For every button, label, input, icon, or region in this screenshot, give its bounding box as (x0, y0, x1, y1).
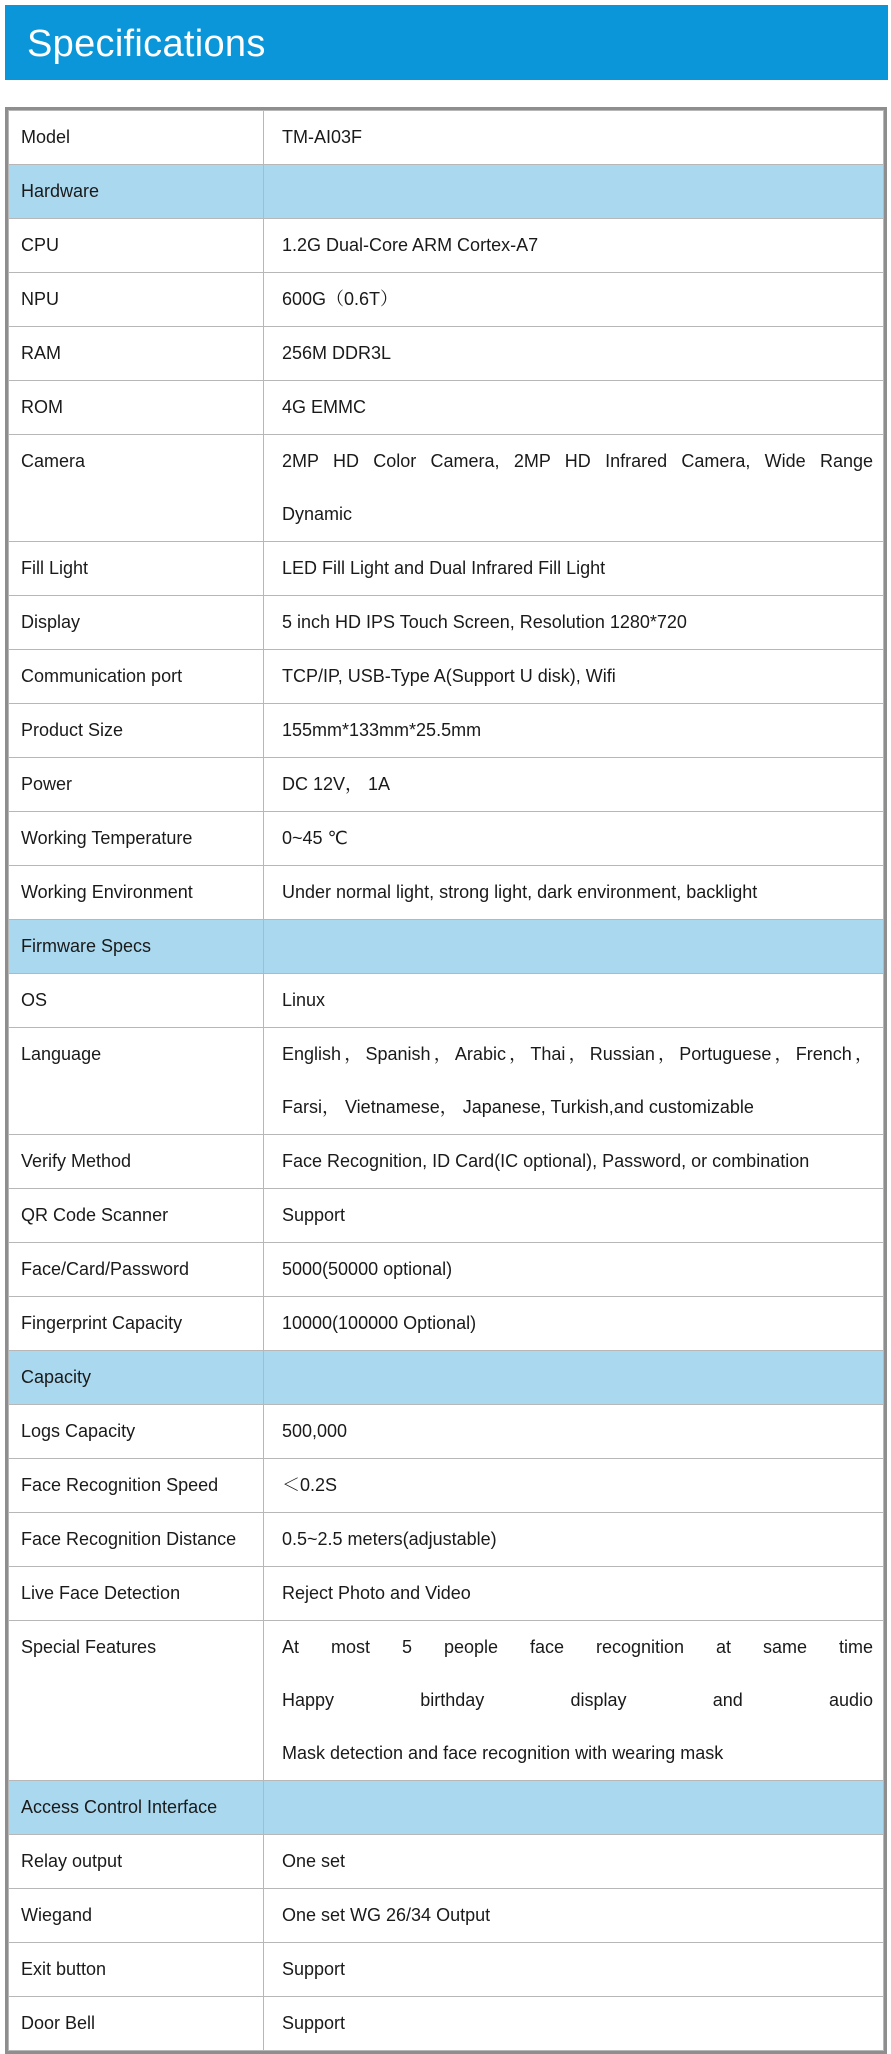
spec-label-cell (9, 1297, 264, 1351)
spec-row (9, 1297, 884, 1351)
spec-value-line: One set (282, 1851, 346, 1871)
spec-label: RAM (21, 343, 61, 363)
spec-value-line: English，Spanish，Arabic，Thai，Russian，Portuguese，French， (282, 1044, 873, 1064)
spec-label-cell (9, 1459, 264, 1513)
spec-label: NPU (21, 289, 60, 309)
spec-value-cell (264, 381, 884, 435)
spec-value-line: Farsi， Vietnamese， Japanese, Turkish,and customizable (282, 1097, 754, 1117)
spec-label: Camera (21, 451, 86, 471)
spec-value-line: One set WG 26/34 Output (282, 1905, 491, 1925)
spec-value-line: 5 inch HD IPS Touch Screen, Resolution 1280*720 (282, 612, 687, 632)
spec-label-cell (9, 866, 264, 920)
spec-label: Working Environment (21, 882, 193, 902)
spec-value-line: Support (282, 2013, 346, 2033)
section-empty-line (282, 920, 873, 973)
spec-label-cell (9, 1621, 264, 1781)
spec-value-line: 0.5~2.5 meters(adjustable) (282, 1529, 497, 1549)
spec-value-cell (264, 812, 884, 866)
spec-row (9, 273, 884, 327)
section-title-cell (9, 165, 264, 219)
spec-value-cell (264, 1997, 884, 2051)
spec-label: ROM (21, 397, 63, 417)
spec-value-line: 1.2G Dual-Core ARM Cortex-A7 (282, 235, 539, 255)
spec-value-line: LED Fill Light and Dual Infrared Fill Light (282, 558, 606, 578)
spec-label-cell (9, 650, 264, 704)
spec-label: Special Features (21, 1637, 157, 1657)
spec-label-cell (9, 704, 264, 758)
section-title-cell (9, 1781, 264, 1835)
spec-value-cell (264, 1405, 884, 1459)
section-title-cell (9, 1351, 264, 1405)
spec-label-cell (9, 1135, 264, 1189)
section-empty-cell (264, 920, 884, 974)
spec-value-line: 10000(100000 Optional) (282, 1313, 477, 1333)
spec-value-cell (264, 1513, 884, 1567)
spec-value-cell (264, 1297, 884, 1351)
spec-value-line: 155mm*133mm*25.5mm (282, 720, 482, 740)
spec-label: Fingerprint Capacity (21, 1313, 183, 1333)
spec-value-cell (264, 435, 884, 542)
spec-value-line: 2MP HD Color Camera, 2MP HD Infrared Camera, Wide Range (282, 451, 873, 471)
spec-row (9, 1243, 884, 1297)
spec-label-cell (9, 1243, 264, 1297)
spec-value-line: 0~45 ℃ (282, 828, 348, 848)
spec-value-line: Mask detection and face recognition with wearing mask (282, 1743, 724, 1763)
spec-table-frame (5, 107, 887, 2054)
spec-value-cell (264, 219, 884, 273)
spec-label-cell (9, 1405, 264, 1459)
spec-row (9, 1997, 884, 2051)
spec-label-cell (9, 1513, 264, 1567)
spec-value-line: DC 12V， 1A (282, 774, 391, 794)
spec-row (9, 327, 884, 381)
section-header-row (9, 920, 884, 974)
spec-label-cell (9, 273, 264, 327)
section-title: Access Control Interface (21, 1797, 218, 1817)
spec-label-cell (9, 1943, 264, 1997)
spec-label: Communication port (21, 666, 183, 686)
spec-label-cell (9, 974, 264, 1028)
spec-label-cell (9, 435, 264, 542)
spec-row (9, 1028, 884, 1135)
spec-label: Face Recognition Distance (21, 1529, 237, 1549)
spec-label: OS (21, 990, 48, 1010)
spec-value-cell (264, 327, 884, 381)
spec-label-cell (9, 758, 264, 812)
spec-label: Power (21, 774, 73, 794)
spec-label-cell (9, 1997, 264, 2051)
spec-row (9, 596, 884, 650)
spec-label-cell (9, 1028, 264, 1135)
spec-row (9, 1567, 884, 1621)
spec-label: Verify Method (21, 1151, 132, 1171)
spec-value-line: Support (282, 1205, 346, 1225)
spec-row (9, 1189, 884, 1243)
section-title: Firmware Specs (21, 936, 152, 956)
spec-label-cell (9, 542, 264, 596)
spec-value-line: Dynamic (282, 504, 353, 524)
spec-value-line: Happy birthday display and audio (282, 1690, 873, 1710)
spec-label: Face/Card/Password (21, 1259, 190, 1279)
spec-row (9, 1889, 884, 1943)
spec-value-cell (264, 1135, 884, 1189)
spec-label-cell (9, 327, 264, 381)
spec-row (9, 866, 884, 920)
spec-value-line: 500,000 (282, 1421, 348, 1441)
spec-row (9, 111, 884, 165)
spec-label: Product Size (21, 720, 124, 740)
spec-label: Door Bell (21, 2013, 96, 2033)
spec-table-body (9, 111, 884, 2051)
spec-label-cell (9, 1889, 264, 1943)
spec-row (9, 1621, 884, 1781)
spec-value-line: TM-AI03F (282, 127, 363, 147)
spec-row (9, 1835, 884, 1889)
spec-row (9, 542, 884, 596)
section-title-cell (9, 920, 264, 974)
spec-row (9, 812, 884, 866)
spec-value-cell (264, 111, 884, 165)
spec-row (9, 974, 884, 1028)
spec-value-line: 5000(50000 optional) (282, 1259, 453, 1279)
spec-row (9, 435, 884, 542)
section-empty-cell (264, 1351, 884, 1405)
spec-value-cell (264, 1621, 884, 1781)
spec-value-cell (264, 866, 884, 920)
spec-value-line: Reject Photo and Video (282, 1583, 471, 1603)
section-empty-line (282, 1781, 873, 1834)
section-empty-cell (264, 165, 884, 219)
spec-value-cell (264, 1889, 884, 1943)
spec-value-line: At most 5 people face recognition at same time (282, 1637, 873, 1657)
spec-label: Fill Light (21, 558, 89, 578)
spec-label: CPU (21, 235, 60, 255)
section-title: Capacity (21, 1367, 92, 1387)
spec-label: Language (21, 1044, 102, 1064)
spec-row (9, 1405, 884, 1459)
spec-label-cell (9, 1567, 264, 1621)
spec-value-cell (264, 1028, 884, 1135)
spec-value-line: TCP/IP, USB-Type A(Support U disk), Wifi (282, 666, 616, 686)
spec-row (9, 758, 884, 812)
spec-value-cell (264, 1189, 884, 1243)
spec-label-cell (9, 111, 264, 165)
section-empty-cell (264, 1781, 884, 1835)
spec-label-cell (9, 381, 264, 435)
spec-value-line: 256M DDR3L (282, 343, 392, 363)
spec-value-cell (264, 1943, 884, 1997)
spec-label: Live Face Detection (21, 1583, 181, 1603)
spec-value-cell (264, 650, 884, 704)
spec-value-cell (264, 1243, 884, 1297)
spec-label-cell (9, 1189, 264, 1243)
section-header-row (9, 165, 884, 219)
spec-label-cell (9, 596, 264, 650)
section-empty-line (282, 1351, 873, 1404)
spec-label: Wiegand (21, 1905, 93, 1925)
spec-value-line: 600G（0.6T） (282, 289, 399, 309)
spec-value-cell (264, 1459, 884, 1513)
spec-value-cell (264, 974, 884, 1028)
spec-value-cell (264, 1567, 884, 1621)
spec-value-line: 4G EMMC (282, 397, 367, 417)
spec-row (9, 1135, 884, 1189)
spec-value-line: Linux (282, 990, 326, 1010)
spec-row (9, 650, 884, 704)
spec-label: Relay output (21, 1851, 123, 1871)
spec-value-cell (264, 704, 884, 758)
page-title: Specifications (27, 23, 266, 65)
spec-row (9, 381, 884, 435)
page-header (5, 5, 888, 80)
spec-row (9, 704, 884, 758)
spec-table (8, 110, 884, 2051)
section-header-row (9, 1781, 884, 1835)
spec-label: Model (21, 127, 71, 147)
spec-label: QR Code Scanner (21, 1205, 169, 1225)
spec-label: Display (21, 612, 81, 632)
spec-value-cell (264, 596, 884, 650)
spec-label: Exit button (21, 1959, 107, 1979)
section-title: Hardware (21, 181, 100, 201)
spec-value-cell (264, 758, 884, 812)
spec-label-cell (9, 1835, 264, 1889)
spec-label-cell (9, 219, 264, 273)
spec-label: Working Temperature (21, 828, 193, 848)
spec-value-line: Support (282, 1959, 346, 1979)
spec-label: Face Recognition Speed (21, 1475, 219, 1495)
spec-value-cell (264, 273, 884, 327)
section-empty-line (282, 165, 873, 218)
spec-value-line: Face Recognition, ID Card(IC optional), Password, or combination (282, 1151, 810, 1171)
spec-value-cell (264, 1835, 884, 1889)
spec-row (9, 219, 884, 273)
spec-row (9, 1943, 884, 1997)
spec-value-line: Under normal light, strong light, dark environment, backlight (282, 882, 758, 902)
spec-value-cell (264, 542, 884, 596)
section-header-row (9, 1351, 884, 1405)
spec-row (9, 1459, 884, 1513)
spec-label-cell (9, 812, 264, 866)
spec-value-line: ＜0.2S (282, 1475, 338, 1495)
spec-row (9, 1513, 884, 1567)
spec-label: Logs Capacity (21, 1421, 136, 1441)
